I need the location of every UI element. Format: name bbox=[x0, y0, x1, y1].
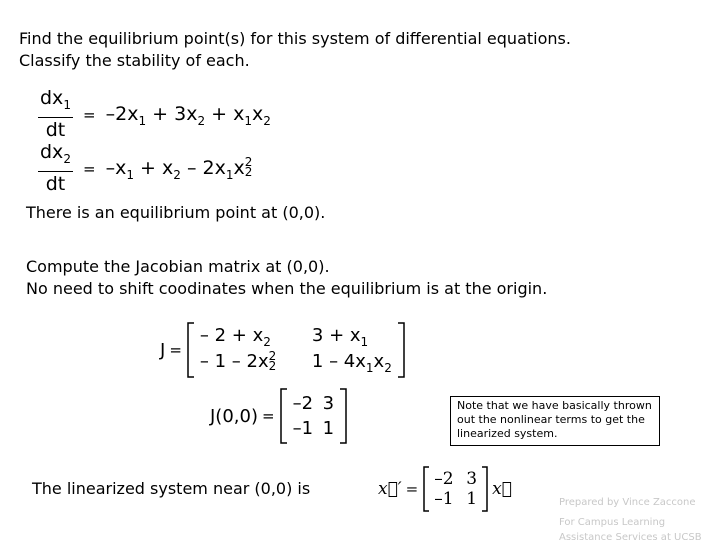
credit-line-1: Prepared by Vince Zaccone bbox=[559, 497, 696, 508]
x-vector-prime: x⃗′ bbox=[378, 479, 402, 499]
jacobian-r2c2: $1 - 4x_1x_2$ bbox=[311, 351, 392, 375]
left-bracket bbox=[422, 466, 431, 512]
jacobian-matrix bbox=[196, 325, 396, 375]
matrix-cell: 1 bbox=[322, 418, 335, 439]
equation-1: $\frac{dx_1}{dt}$ = $-2x_1 + 3x_2 + x_1x_2$ bbox=[40, 87, 271, 141]
note-box: Note that we have basically thrown out the nonlinear terms to get the linearized system. bbox=[450, 396, 660, 446]
jacobian-r2c1: – 1 – 2x 2 2 bbox=[199, 349, 277, 373]
linearized-matrix bbox=[431, 469, 480, 509]
equation-2: $\frac{dx_2}{dt}$ = $-x_1 + x_2 - 2x_1x$ 2 2 bbox=[40, 141, 253, 195]
equation-1-rhs: $-2x_1 + 3x_2 + x_1x_2$ bbox=[105, 102, 271, 128]
jacobian-origin-label: J(0,0) bbox=[210, 405, 258, 427]
linearized-text: The linearized system near (0,0) is bbox=[32, 479, 311, 498]
credits bbox=[559, 495, 702, 545]
derivative-x2: $\frac{dx_2}{dt}$ bbox=[40, 141, 71, 195]
jacobian-r1c2: $3 + x_1$ bbox=[311, 325, 369, 349]
equilibrium-statement: There is an equilibrium point at (0,0). bbox=[26, 203, 326, 222]
matrix-cell: 3 bbox=[466, 469, 478, 489]
right-bracket bbox=[480, 466, 489, 512]
right-bracket bbox=[396, 322, 406, 378]
right-bracket bbox=[338, 388, 348, 444]
matrix-cell: –2 bbox=[292, 393, 314, 414]
equation-2-rhs: $-x_1 + x_2 - 2x_1x$ 2 2 bbox=[105, 154, 253, 182]
credit-line-3: Assistance Services at UCSB bbox=[559, 532, 702, 543]
matrix-cell: –2 bbox=[434, 469, 454, 489]
problem-statement bbox=[19, 28, 571, 72]
jacobian-line-1: Compute the Jacobian matrix at (0,0). bbox=[26, 257, 330, 276]
jacobian-at-origin: J(0,0) = –2 3 –1 1 bbox=[210, 388, 348, 444]
left-bracket bbox=[279, 388, 289, 444]
linearized-system: x⃗′ = –2 3 –1 1 x⃗ bbox=[378, 466, 512, 512]
matrix-cell: –1 bbox=[434, 489, 454, 509]
problem-line-1: Find the equilibrium point(s) for this system of differential equations. bbox=[19, 29, 571, 48]
jacobian-general: J = – $2 + x_2$ $3 + x_1$ – 1 – 2x 2 2 $1 - 4x_1x_2$ bbox=[160, 322, 406, 378]
matrix-cell: 1 bbox=[466, 489, 478, 509]
jacobian-origin-matrix bbox=[289, 393, 338, 439]
left-bracket bbox=[186, 322, 196, 378]
jacobian-label: J bbox=[160, 339, 166, 361]
derivative-x1: $\frac{dx_1}{dt}$ bbox=[40, 87, 71, 141]
jacobian-instructions bbox=[26, 256, 547, 300]
x-vector: x⃗ bbox=[492, 479, 512, 499]
credit-line-2: For Campus Learning bbox=[559, 517, 666, 528]
matrix-cell: 3 bbox=[322, 393, 335, 414]
matrix-cell: –1 bbox=[292, 418, 314, 439]
jacobian-r1c1: – $2 + x_2$ bbox=[199, 325, 271, 349]
jacobian-line-2: No need to shift coodinates when the equilibrium is at the origin. bbox=[26, 279, 548, 298]
problem-line-2: Classify the stability of each. bbox=[19, 51, 250, 70]
